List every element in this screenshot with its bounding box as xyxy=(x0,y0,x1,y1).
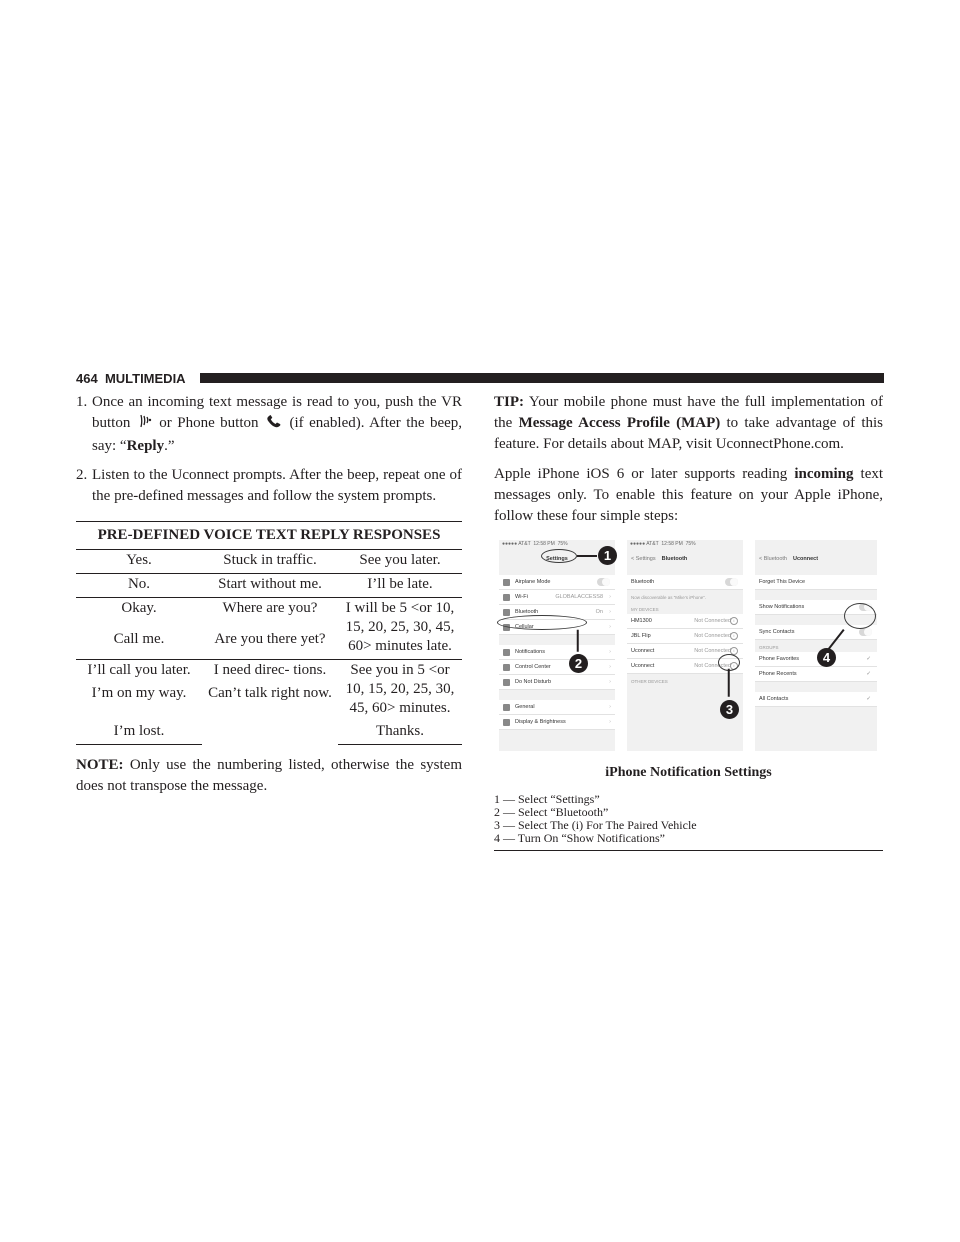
left-column xyxy=(76,392,462,797)
table-cell: Can’t talk right now. xyxy=(208,685,332,701)
map-term: Message Access Profile (MAP) xyxy=(518,415,721,431)
device-row[interactable]: HM1300 Not Connected i xyxy=(627,614,743,629)
checkmark-icon: ✓ xyxy=(866,656,871,662)
bluetooth-screen xyxy=(627,540,743,751)
device-row[interactable]: JBL Flip Not Connected i xyxy=(627,629,743,644)
table-cell: I’ll be late. xyxy=(338,574,462,598)
table-cell: I need direc- tions. xyxy=(202,660,338,684)
info-icon[interactable]: i xyxy=(730,647,738,655)
figure-caption-title: iPhone Notification Settings xyxy=(605,765,772,780)
back-settings-button[interactable]: < Settings xyxy=(631,556,656,562)
checkmark-icon: ✓ xyxy=(866,671,871,677)
info-icon[interactable]: i xyxy=(730,617,738,625)
control-center-row[interactable]: Control Center › xyxy=(499,660,615,675)
table-cell: See you later. xyxy=(359,552,441,568)
table-cell: Call me. xyxy=(113,630,165,647)
device-row[interactable]: Uconnect Not Connected i xyxy=(627,644,743,659)
note-paragraph xyxy=(76,755,462,797)
iphone-settings-figure xyxy=(499,540,883,752)
airplane-mode-row[interactable]: Airplane Mode xyxy=(499,575,615,590)
table-cell: I’m lost. xyxy=(76,721,202,745)
display-brightness-row[interactable]: Display & Brightness › xyxy=(499,715,615,730)
callout-1-leader xyxy=(577,555,597,557)
table-cell: Okay. xyxy=(76,598,202,629)
step-number: 2. xyxy=(76,467,88,483)
forget-device-row[interactable]: Forget This Device xyxy=(755,575,877,590)
info-icon[interactable]: i xyxy=(730,632,738,640)
back-bluetooth-button[interactable]: < Bluetooth xyxy=(759,556,787,562)
apple-text-a: Apple iPhone iOS 6 or later supports reading xyxy=(494,466,788,482)
bluetooth-highlight-ring xyxy=(497,615,587,630)
bluetooth-title: Bluetooth xyxy=(661,556,688,562)
reply-keyword: Reply xyxy=(126,438,165,454)
group-row[interactable]: Phone Favorites ✓ xyxy=(755,652,877,667)
bluetooth-toggle[interactable] xyxy=(725,578,738,586)
callout-3-leader xyxy=(728,669,730,697)
legend-item: 2 — Select “Bluetooth” xyxy=(494,805,609,819)
page-number: 464 xyxy=(76,371,98,386)
notifications-row[interactable]: Notifications › xyxy=(499,645,615,660)
airplane-toggle[interactable] xyxy=(597,578,610,586)
step-1 xyxy=(76,392,462,457)
table-row xyxy=(76,660,462,684)
status-bar: ●●●●● AT&T 12:58 PM 75% xyxy=(502,541,568,547)
table-cell: See you in 5 <or 10, 15, 20, 25, 30, 45, 60> minutes. xyxy=(338,660,462,722)
reply-responses-table xyxy=(76,521,462,745)
uconnect-title-bar xyxy=(755,551,877,567)
cellular-row[interactable]: Cellular › xyxy=(499,620,615,635)
table-cell: Thanks. xyxy=(338,721,462,745)
callout-3-badge: 3 xyxy=(720,700,739,719)
toggle-highlight-ring xyxy=(844,603,876,629)
do-not-disturb-row[interactable]: Do Not Disturb › xyxy=(499,675,615,690)
tip-text-b: to take advantage of this feature. For details about MAP, visit UconnectPhone.com. xyxy=(494,415,884,452)
legend-item: 4 — Turn On “Show Notifications” xyxy=(494,831,665,845)
step-number: 1. xyxy=(76,394,88,410)
legend-item: 1 — Select “Settings” xyxy=(494,792,600,806)
page-header-label xyxy=(76,371,186,387)
sync-contacts-row[interactable]: Sync Contacts xyxy=(755,625,877,640)
step-1-text-d: .” xyxy=(164,438,175,454)
table-cell: Yes. xyxy=(126,552,152,568)
tip-label: TIP: xyxy=(494,394,524,410)
settings-highlight-ring xyxy=(541,549,577,563)
header-rule xyxy=(200,373,884,383)
status-bar: ●●●●● AT&T 12:58 PM 75% xyxy=(630,541,696,547)
table-cell: Start without me. xyxy=(202,574,338,598)
legend-item: 3 — Select The (i) For The Paired Vehicle xyxy=(494,818,697,832)
uconnect-title: Uconnect xyxy=(792,556,819,562)
show-notifications-row[interactable]: Show Notifications xyxy=(755,600,877,615)
table-title: PRE-DEFINED VOICE TEXT REPLY RESPONSES xyxy=(76,522,462,550)
groups-header: GROUPS xyxy=(759,645,779,650)
figure-legend xyxy=(494,793,883,851)
callout-1-badge: 1 xyxy=(598,546,617,565)
table-cell: I will be 5 <or 10, 15, 20, 25, 30, 45, 60> minutes late. xyxy=(338,598,462,660)
note-text: Only use the numbering listed, otherwise the system does not transpose the message. xyxy=(76,757,462,794)
callout-2-badge: 2 xyxy=(569,654,588,673)
table-cell: I’m on my way. xyxy=(91,685,187,701)
apple-text-b: text messages only. To enable this feature on your Apple iPhone, follow these four simple steps: xyxy=(494,466,884,524)
discoverable-text: Now discoverable as “Mike’s iPhone”. xyxy=(631,595,706,600)
page-header xyxy=(76,371,884,387)
settings-title: Settings xyxy=(546,556,568,562)
group-row[interactable]: All Contacts ✓ xyxy=(755,692,877,707)
general-row[interactable]: General › xyxy=(499,700,615,715)
right-column xyxy=(494,392,883,851)
step-1-text-c: (if enabled). After the beep, say: “ xyxy=(92,415,463,454)
uconnect-device-screen xyxy=(755,540,877,751)
bluetooth-toggle-row[interactable]: Bluetooth xyxy=(627,575,743,590)
table-row xyxy=(76,550,462,574)
other-devices-header: OTHER DEVICES xyxy=(631,679,668,684)
section-title: MULTIMEDIA xyxy=(104,371,186,386)
table-row xyxy=(76,598,462,629)
tip-text-a: Your mobile phone must have the full implementation of the xyxy=(494,394,883,431)
device-row[interactable]: Uconnect Not Connected i xyxy=(627,659,743,674)
group-row[interactable]: Phone Recents ✓ xyxy=(755,667,877,682)
step-2-text: Listen to the Uconnect prompts. After the beep, repeat one of the pre-defined messages and follow the system prompts. xyxy=(92,467,462,504)
bluetooth-title-bar xyxy=(627,551,743,567)
tip-paragraph xyxy=(494,392,883,455)
voice-recognition-icon xyxy=(138,413,152,436)
apple-paragraph xyxy=(494,464,883,527)
phone-icon xyxy=(266,415,282,436)
table-cell: I’ll call you later. xyxy=(76,660,202,684)
bluetooth-row[interactable]: Bluetooth On › xyxy=(499,605,615,620)
note-label: NOTE: xyxy=(76,757,124,773)
my-devices-header: MY DEVICES xyxy=(631,607,659,612)
step-2 xyxy=(76,465,462,507)
settings-screen xyxy=(499,540,615,751)
table-cell: No. xyxy=(76,574,202,598)
callout-4-badge: 4 xyxy=(817,648,836,667)
table-cell: Are you there yet? xyxy=(214,630,326,647)
step-1-text-b: or Phone button xyxy=(159,415,259,431)
callout-2-leader xyxy=(577,630,579,652)
table-cell: Stuck in traffic. xyxy=(223,552,317,568)
checkmark-icon: ✓ xyxy=(866,696,871,702)
info-icon[interactable]: i xyxy=(730,662,738,670)
step-1-text-a: Once an incoming text message is read to you, push the VR button xyxy=(92,394,462,431)
incoming-term: incoming xyxy=(794,466,854,482)
sync-contacts-toggle[interactable] xyxy=(859,628,872,636)
wifi-row[interactable]: Wi-Fi GLOBALACCESS8 › xyxy=(499,590,615,605)
table-cell: Where are you? xyxy=(202,598,338,629)
table-row xyxy=(76,574,462,598)
